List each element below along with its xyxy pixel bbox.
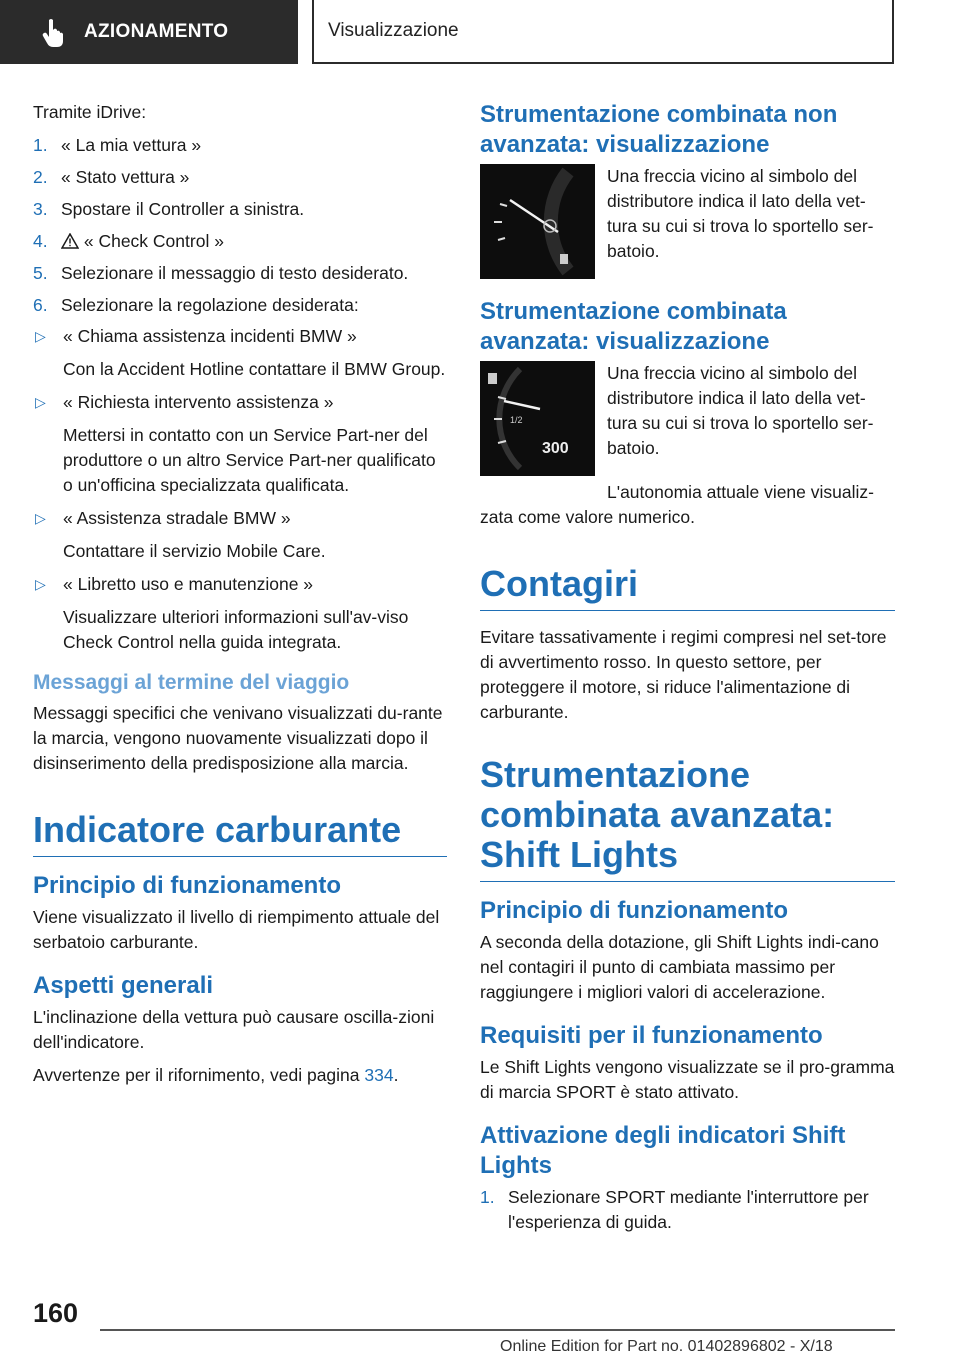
list-item: ▷ « Chiama assistenza incidenti BMW » Con la Accident Hotline contattare il BMW Group. <box>35 326 446 379</box>
refuel-note: Avvertenze per il rifornimento, vedi pagina 334. <box>33 1065 399 1085</box>
trip-end-text: Messaggi specifici che venivano visualizzati du-rante la marcia, vengono nuovamente visualizzati dopo il disinserimento della predisposizione alla marcia. <box>33 703 443 773</box>
shift-principle-text: A seconda della dotazione, gli Shift Lights indi-cano nel contagiri il punto di cambiata massimo per raggiungere i migliori valori di accelerazione. <box>480 932 879 1002</box>
hand-pointer-icon <box>40 17 68 47</box>
fuel-gauge-advanced-image <box>480 361 595 476</box>
page-link[interactable]: 334 <box>364 1065 394 1085</box>
trip-end-heading: Messaggi al termine del viaggio <box>33 671 350 694</box>
basic-cluster-figure <box>480 164 895 279</box>
list-item: ▷ « Richiesta intervento assistenza » Mettersi in contatto con un Service Part-ner del produttore o un altro Service Part-ner qualificato o un'officina specializzata qualificata. <box>35 392 436 495</box>
tach-heading: Contagiri <box>480 564 895 611</box>
section-title: AZIONAMENTO <box>84 21 229 42</box>
shift-lights-heading: Strumentazione combinata avanzata: Shift Lights <box>480 755 895 882</box>
requirements-text: Le Shift Lights vengono visualizzate se il pro-gramma di marcia SPORT è stato attivato. <box>480 1057 895 1102</box>
advanced-cluster-figure <box>480 361 895 476</box>
activation-heading: Attivazione degli indicatori Shift Lights <box>480 1122 846 1179</box>
warning-triangle-icon <box>61 233 79 249</box>
requirements-heading: Requisiti per il funzionamento <box>480 1022 823 1049</box>
svg-text:1/2: 1/2 <box>510 415 523 425</box>
fuel-principle-text: Viene visualizzato il livello di riempimento attuale del serbatoio carburante. <box>33 907 440 952</box>
fuel-heading: Indicatore carburante <box>33 810 447 857</box>
triangle-bullet-icon: ▷ <box>35 328 46 344</box>
idrive-intro: Tramite iDrive: <box>33 102 147 122</box>
subsection-tab <box>312 0 894 64</box>
edition-note: Online Edition for Part no. 01402896802 - X/18 <box>500 1338 833 1355</box>
section-tab <box>0 0 298 64</box>
advanced-cluster-text: Una freccia vicino al simbolo del distributore indica il lato della vet-tura su cui si trova lo sportello ser-batoio. <box>607 363 874 458</box>
range-text: L'autonomia attuale viene visualiz-zata come valore numerico. <box>480 482 874 527</box>
basic-cluster-text: Una freccia vicino al simbolo del distributore indica il lato della vet-tura su cui si trova lo sportello ser-batoio. <box>607 166 874 261</box>
footer-divider <box>100 1329 895 1331</box>
left-column <box>33 100 447 1096</box>
page-header <box>0 0 960 66</box>
fuel-principle-heading: Principio di funzionamento <box>33 872 341 899</box>
general-text: L'inclinazione della vettura può causare oscilla-zioni dell'indicatore. <box>33 1007 435 1052</box>
page-number: 160 <box>33 1298 79 1328</box>
list-item: ▷ « Assistenza stradale BMW » Contattare il servizio Mobile Care. <box>35 508 326 561</box>
right-column <box>480 100 895 1242</box>
list-item: ▷ « Libretto uso e manutenzione » Visualizzare ulteriori informazioni sull'av-viso Check Control nella guida integrata. <box>35 574 409 652</box>
shift-principle-heading: Principio di funzionamento <box>480 897 788 924</box>
fuel-gauge-basic-image <box>480 164 595 279</box>
basic-cluster-heading: Strumentazione combinata non avanzata: visualizzazione <box>480 101 838 158</box>
list-item: 1. « La mia vettura » <box>33 135 202 155</box>
tach-text: Evitare tassativamente i regimi compresi nel set-tore di avvertimento rosso. In questo settore, per proteggere il motore, si riduce l'alimentazione di carburante. <box>480 627 887 722</box>
triangle-bullet-icon: ▷ <box>35 510 46 526</box>
idrive-steps <box>33 133 447 655</box>
svg-text:300: 300 <box>542 440 569 457</box>
subsection-title: Visualizzazione <box>328 20 459 41</box>
option-list <box>33 324 447 655</box>
advanced-cluster-heading: Strumentazione combinata avanzata: visualizzazione <box>480 298 787 355</box>
general-heading: Aspetti generali <box>33 972 214 999</box>
activation-steps <box>480 1185 895 1235</box>
triangle-bullet-icon: ▷ <box>35 576 46 592</box>
list-item: 3. Spostare il Controller a sinistra. <box>33 199 305 219</box>
triangle-bullet-icon: ▷ <box>35 394 46 410</box>
list-item: 4. « Check Control » <box>33 231 224 251</box>
list-item: 2. « Stato vettura » <box>33 167 190 187</box>
list-item: 5. Selezionare il messaggio di testo desiderato. <box>33 263 409 283</box>
list-item: 6. Selezionare la regolazione desiderata: ▷ « Chiama assistenza incidenti BMW » Con la Accident Hotline contattare il BMW Group. ▷ « Richiesta intervento assistenza » Mettersi in contatto con un Service Part-ner del produttore o un altro Service Part-ner qualificato o un'officina specializzata qualificata. ▷ « Assistenza stradale BMW » Contattare il servizio Mobile Care. ▷ « Libretto uso e manutenzione » Visualizzare ulteriori informazioni sull'av-viso Check Control nella guida integrata. <box>33 293 447 655</box>
list-item: 1. Selezionare SPORT mediante l'interruttore per l'esperienza di guida. <box>480 1187 869 1232</box>
